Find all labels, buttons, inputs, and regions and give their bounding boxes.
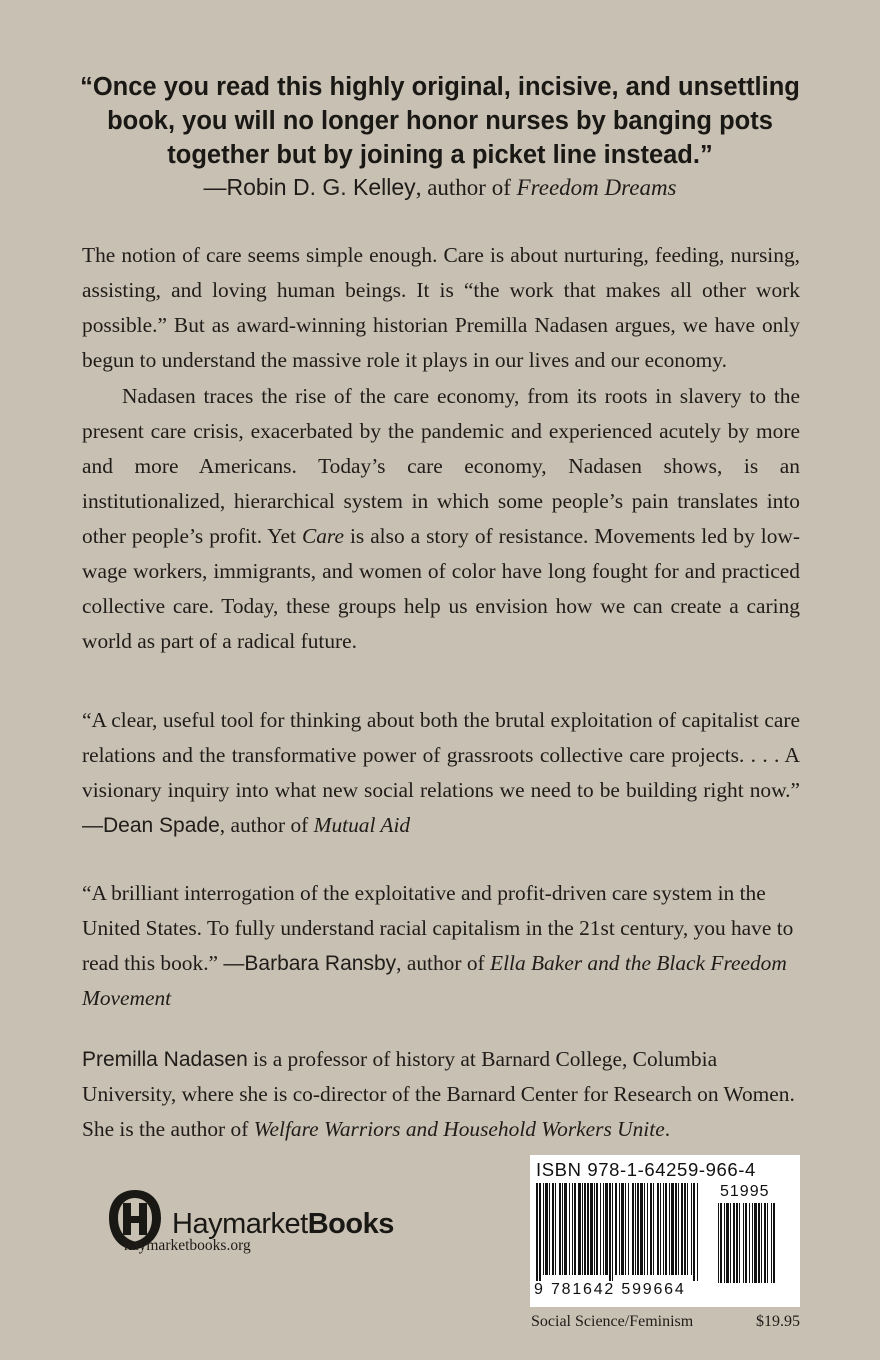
barcode-bar — [724, 1203, 725, 1283]
blurb-2-author: —Dean Spade — [82, 814, 220, 837]
blurb-3-author-role: , author of — [396, 951, 490, 975]
author-bio-text-b: . — [664, 1117, 671, 1141]
barcode-bar — [605, 1183, 608, 1275]
lead-blurb-attribution — [60, 172, 820, 203]
barcode-bar — [562, 1183, 563, 1275]
barcode-bar — [764, 1203, 766, 1283]
publisher-logo — [106, 1188, 426, 1268]
category-label: Social Science/Feminism — [531, 1313, 694, 1330]
barcode-bar — [767, 1203, 768, 1283]
barcode-bar — [625, 1183, 626, 1275]
barcode-bar — [569, 1183, 570, 1275]
author-previous-titles: Welfare Warriors and Household Workers Unite — [253, 1117, 665, 1141]
publisher-wordmark-light: Haymarket — [172, 1208, 308, 1240]
blurb-3-author: —Barbara Ransby — [223, 952, 397, 975]
description-paragraph-1: The notion of care seems simple enough. Care is about nurturing, feeding, nursing, assisting, and loving human beings. It is “the work that makes all other work possible.” But as award-winning historian Premilla Nadasen argues, we have only begun to understand the massive role it plays in our lives and our economy. — [82, 243, 800, 372]
barcode-bar — [559, 1183, 561, 1275]
barcode-bar — [665, 1183, 667, 1275]
barcode-bar — [736, 1203, 738, 1283]
isbn-label: ISBN 978-1-64259-966-4 — [536, 1159, 756, 1180]
barcode-bar — [743, 1203, 744, 1283]
barcode-bar — [745, 1203, 747, 1283]
barcode-bar — [653, 1183, 654, 1275]
barcode-bar — [578, 1183, 581, 1275]
book-description — [82, 238, 800, 659]
description-paragraph-2 — [82, 379, 800, 659]
barcode-bar — [628, 1183, 629, 1275]
blurb-3-text: “A brilliant interrogation of the exploitative and profit-driven care system in the United States. To fully understand racial capitalism in the 21st century, you have to read this book.” — [82, 881, 794, 975]
author-name: Premilla Nadasen — [82, 1048, 248, 1071]
barcode-bar — [657, 1183, 659, 1275]
barcode-bar — [594, 1183, 595, 1275]
barcode-bar — [754, 1203, 757, 1283]
lead-blurb-author: —Robin D. G. Kelley — [203, 174, 416, 200]
barcode-bar — [582, 1183, 583, 1275]
barcode-bar — [691, 1183, 692, 1275]
barcode-bar — [726, 1203, 729, 1283]
barcode-bar — [609, 1183, 611, 1281]
barcode-bar — [718, 1203, 719, 1283]
barcode-bar — [539, 1183, 541, 1281]
barcode-bar — [650, 1183, 652, 1275]
barcode-bar — [771, 1203, 772, 1283]
barcode-bar — [584, 1183, 586, 1275]
ean-barcode-bars — [536, 1183, 714, 1281]
blurb-2-book-title: Mutual Aid — [313, 813, 411, 837]
isbn-barcode — [530, 1155, 800, 1307]
barcode-bar — [671, 1183, 674, 1275]
barcode-bar — [600, 1183, 601, 1275]
barcode-bar — [693, 1183, 695, 1281]
barcode-bar — [720, 1203, 722, 1283]
barcode-bar — [619, 1183, 620, 1275]
barcode-bar — [752, 1203, 753, 1283]
barcode-bar — [669, 1183, 670, 1275]
barcode-bar — [621, 1183, 624, 1275]
publisher-wordmark-bold: Books — [307, 1208, 394, 1240]
addon-barcode-bars — [718, 1203, 796, 1285]
barcode-bar — [739, 1203, 740, 1283]
barcode-bar — [564, 1183, 567, 1275]
barcode-bar — [761, 1203, 762, 1283]
barcode-bar — [697, 1183, 698, 1281]
blurb-2-text: “A clear, useful tool for thinking about both the brutal exploitation of capitalist care relations and the transformative power of grassroots collective care projects. . . . A visionary inquiry into what new social relations we need to be building right now.” — [82, 708, 800, 802]
barcode-bar — [635, 1183, 636, 1275]
author-bio — [82, 1042, 800, 1147]
barcode-bar — [663, 1183, 664, 1275]
barcode-bar — [637, 1183, 639, 1275]
lead-blurb-quote: “Once you read this highly original, incisive, and unsettling book, you will no longer honor nurses by banging pots together but by joining a picket line instead.” — [80, 73, 800, 169]
barcode-bar — [640, 1183, 643, 1275]
barcode-bar — [587, 1183, 589, 1275]
barcode-bar — [590, 1183, 593, 1275]
barcode-bar — [730, 1203, 731, 1283]
barcode-bar — [536, 1183, 538, 1281]
barcode-bar — [675, 1183, 677, 1275]
barcode-bar — [681, 1183, 683, 1275]
barcode-bar — [749, 1203, 750, 1283]
barcode-bar — [555, 1183, 556, 1275]
price-label: $19.95 — [756, 1313, 800, 1330]
ean-digits: 9 781642 599664 — [534, 1281, 686, 1298]
barcode-bar — [615, 1183, 617, 1275]
barcode-bar — [644, 1183, 645, 1275]
barcode-bar — [596, 1183, 598, 1275]
blurb-dean-spade — [82, 703, 800, 843]
barcode-bar — [603, 1183, 604, 1275]
blurb-3-book-title: Ella Baker and the Black Freedom Movement — [82, 951, 787, 1010]
barcode-bar — [733, 1203, 735, 1283]
barcode-bar — [572, 1183, 573, 1275]
lead-blurb-author-role: , author of — [415, 175, 517, 200]
description-p2-text-b: is also a story of resistance. Movements led by low-wage workers, immigrants, and women of color have long fought for and practiced collective care. Today, these groups help us envision how we can create a caring world as part of a radical future. — [82, 524, 800, 653]
barcode-bar — [543, 1183, 544, 1275]
price-code: 51995 — [720, 1183, 770, 1200]
barcode-bar — [687, 1183, 688, 1275]
barcode-bar — [647, 1183, 648, 1275]
barcode-bar — [773, 1203, 775, 1283]
blurb-2-author-role: , author of — [219, 813, 314, 837]
description-p2-book-title: Care — [301, 524, 344, 548]
barcode-bar — [660, 1183, 661, 1275]
barcode-bar — [545, 1183, 548, 1275]
blurb-barbara-ransby — [82, 876, 800, 1016]
barcode-bar — [549, 1183, 550, 1275]
publisher-url: haymarketbooks.org — [124, 1237, 251, 1254]
description-p2-text-a: Nadasen traces the rise of the care economy, from its roots in slavery to the present care crisis, exacerbated by the pandemic and experienced acutely by more and more Americans. Today’s care economy, Nadasen shows, is an institutionalized, hierarchical system in which some people’s pain translates into other people’s profit. Yet — [82, 384, 800, 548]
barcode-bar — [678, 1183, 679, 1275]
barcode-bar — [612, 1183, 613, 1281]
lead-blurb-book-title: Freedom Dreams — [516, 175, 677, 200]
barcode-bar — [632, 1183, 634, 1275]
barcode-bar — [758, 1203, 760, 1283]
barcode-bar — [552, 1183, 554, 1275]
barcode-bar — [574, 1183, 576, 1275]
author-bio-text-a: is a professor of history at Barnard College, Columbia University, where she is co-director of the Barnard Center for Research on Women. She is the author of — [82, 1047, 795, 1141]
barcode-bar — [684, 1183, 686, 1275]
